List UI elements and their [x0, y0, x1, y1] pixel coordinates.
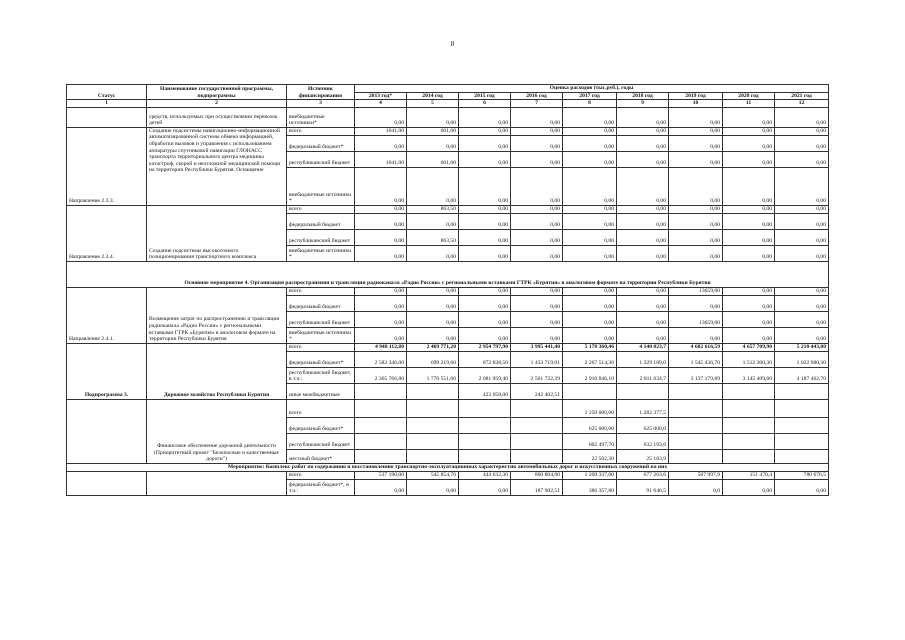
value-cell: 0,00: [355, 107, 407, 127]
status-cell: Подпрограмма 3.: [67, 343, 147, 399]
value-cell: 1041,00: [355, 151, 407, 167]
value-cell: 0,00: [355, 167, 407, 205]
year-header: 2016 год: [511, 92, 563, 100]
header-row-1: [67, 85, 829, 93]
value-cell: 0,00: [617, 135, 669, 151]
value-cell: 0,00: [563, 135, 617, 151]
value-cell: 0,00: [775, 245, 829, 261]
value-cell: 2 365 766,80: [355, 367, 407, 383]
value-cell: 0,00: [511, 229, 563, 245]
value-cell: 0,00: [407, 295, 459, 311]
table-row: [67, 287, 829, 295]
value-cell: 0,00: [355, 287, 407, 295]
value-cell: 0,00: [459, 287, 511, 295]
value-cell: 242 402,51: [511, 383, 563, 399]
value-cell: 423 058,00: [459, 383, 511, 399]
source-cell: федеральный бюджет: [287, 295, 355, 311]
value-cell: [669, 449, 723, 463]
value-cell: 0,00: [669, 229, 723, 245]
value-cell: 0,00: [563, 167, 617, 205]
source-cell: внебюджетные источники *: [287, 327, 355, 343]
source-cell: внебюджетные источники *: [287, 245, 355, 261]
value-cell: [355, 399, 407, 417]
status-header: Статус: [67, 85, 147, 100]
value-cell: 0,00: [563, 287, 617, 295]
value-cell: 0,00: [775, 295, 829, 311]
page-number: 8: [450, 40, 455, 48]
value-cell: 0,00: [459, 327, 511, 343]
value-cell: [511, 449, 563, 463]
value-cell: 386 357,80: [563, 479, 617, 495]
value-cell: 0,00: [511, 245, 563, 261]
value-cell: 0,00: [459, 151, 511, 167]
value-cell: 0,00: [723, 287, 775, 295]
value-cell: 0,00: [563, 229, 617, 245]
value-cell: [775, 433, 829, 449]
value-cell: 0,00: [511, 327, 563, 343]
program-header: Наименование государственной программы, подпрограммы: [147, 85, 287, 100]
value-cell: 567 997,9: [669, 471, 723, 479]
value-cell: 0,00: [563, 213, 617, 229]
value-cell: 863,50: [407, 229, 459, 245]
year-header: 2013 год*: [355, 92, 407, 100]
estimate-header: Оценка расходов (тыс.руб.), годы: [355, 85, 829, 93]
value-cell: 0,00: [723, 327, 775, 343]
value-cell: 0,00: [723, 295, 775, 311]
value-cell: 0,00: [511, 205, 563, 213]
col-number: 6: [459, 100, 511, 108]
value-cell: 0,00: [617, 151, 669, 167]
value-cell: 0,00: [723, 107, 775, 127]
value-cell: 0,00: [355, 135, 407, 151]
value-cell: 2 811 634,7: [617, 367, 669, 383]
value-cell: [669, 417, 723, 433]
source-cell: федеральный бюджет*: [287, 351, 355, 367]
value-cell: 3 145 409,60: [723, 367, 775, 383]
value-cell: 0,00: [775, 479, 829, 495]
value-cell: 0,00: [617, 287, 669, 295]
source-cell: всего: [287, 127, 355, 135]
year-header: 2021 год: [775, 92, 829, 100]
source-cell: всего: [287, 399, 355, 417]
value-cell: 2 582 346,00: [355, 351, 407, 367]
year-header: 2019 год: [669, 92, 723, 100]
value-cell: 0,00: [563, 295, 617, 311]
value-cell: 601,00: [407, 127, 459, 135]
value-cell: [775, 449, 829, 463]
value-cell: 0,00: [355, 295, 407, 311]
value-cell: 0,00: [617, 107, 669, 127]
source-cell: всего: [287, 471, 355, 479]
value-cell: [511, 417, 563, 433]
value-cell: 0,00: [617, 167, 669, 205]
status-cell: [67, 399, 147, 463]
value-cell: 0,00: [563, 327, 617, 343]
value-cell: 0,00: [617, 295, 669, 311]
value-cell: [563, 383, 617, 399]
value-cell: 625 000,00: [563, 417, 617, 433]
value-cell: 0,00: [407, 167, 459, 205]
value-cell: 0,00: [723, 167, 775, 205]
source-cell: иные межбюджетные: [287, 383, 355, 399]
value-cell: [459, 417, 511, 433]
source-cell: республиканский бюджет: [287, 151, 355, 167]
value-cell: 0,00: [723, 135, 775, 151]
value-cell: 4 657 709,90: [723, 343, 775, 351]
value-cell: 0,00: [459, 479, 511, 495]
source-cell: федеральный бюджет*: [287, 135, 355, 151]
value-cell: 0,00: [669, 327, 723, 343]
value-cell: 0,00: [459, 213, 511, 229]
value-cell: 0,00: [407, 213, 459, 229]
value-cell: 872 838,50: [459, 351, 511, 367]
value-cell: 0,00: [669, 167, 723, 205]
value-cell: 0,00: [511, 287, 563, 295]
value-cell: 0,00: [775, 205, 829, 213]
value-cell: 4 682 616,59: [669, 343, 723, 351]
value-cell: 0,00: [617, 229, 669, 245]
value-cell: 0,00: [617, 245, 669, 261]
value-cell: 4 187 462,70: [775, 367, 829, 383]
value-cell: 0,00: [355, 311, 407, 327]
event-row: [67, 463, 829, 471]
source-cell: республиканский бюджет: [287, 311, 355, 327]
program-cell: средств, используемых при осуществлении перевозок детей: [147, 107, 287, 127]
value-cell: 0,00: [511, 167, 563, 205]
value-cell: 0,00: [459, 127, 511, 135]
value-cell: 0,00: [617, 205, 669, 213]
value-cell: [669, 433, 723, 449]
status-cell: Направление 2.4.1.: [67, 287, 147, 343]
status-cell: [67, 107, 147, 127]
value-cell: 0,00: [617, 213, 669, 229]
value-cell: 0,00: [723, 127, 775, 135]
value-cell: 0,00: [669, 127, 723, 135]
value-cell: [775, 383, 829, 399]
column-number-row: [67, 100, 829, 108]
value-cell: 4 948 112,80: [355, 343, 407, 351]
event-title: Мероприятие: Комплекс работ по содержанию и восстановлению транспортно-эксплуатационных характеристик автомобильных дорог и искусственных сооружений на них: [67, 463, 829, 471]
value-cell: 5 210 443,80: [775, 343, 829, 351]
value-cell: 25 183,9: [617, 449, 669, 463]
value-cell: 0,00: [355, 205, 407, 213]
value-cell: 0,00: [459, 295, 511, 311]
value-cell: [723, 417, 775, 433]
value-cell: 2 910 846,10: [563, 367, 617, 383]
value-cell: 0,00: [407, 135, 459, 151]
value-cell: 0,00: [775, 287, 829, 295]
value-cell: 22 502,30: [563, 449, 617, 463]
program-cell: Дорожное хозяйство Республики Бурятия: [147, 343, 287, 399]
value-cell: 0,00: [407, 107, 459, 127]
year-header: 2020 год: [723, 92, 775, 100]
value-cell: 5 178 360,46: [563, 343, 617, 351]
value-cell: 1 545 436,70: [669, 351, 723, 367]
source-cell: республиканский бюджет, в т.ч.:: [287, 367, 355, 383]
value-cell: 0,00: [775, 213, 829, 229]
value-cell: 0,00: [459, 229, 511, 245]
value-cell: 677 263,6: [617, 471, 669, 479]
value-cell: 0,00: [723, 311, 775, 327]
program-cell: Создание подсистемы высокоточного позиционирования транспортного комплекса: [147, 205, 287, 261]
value-cell: 0,00: [669, 213, 723, 229]
value-cell: 0,00: [459, 167, 511, 205]
value-cell: 0,00: [459, 205, 511, 213]
value-cell: 1 022 980,30: [775, 351, 829, 367]
value-cell: [617, 383, 669, 399]
value-cell: 0,00: [459, 245, 511, 261]
value-cell: 1041,00: [355, 127, 407, 135]
value-cell: 0,00: [355, 213, 407, 229]
value-cell: 1 433 719,01: [511, 351, 563, 367]
year-header: 2018 год: [617, 92, 669, 100]
col-number: 2: [147, 100, 287, 108]
value-cell: 860 804,90: [511, 471, 563, 479]
value-cell: [355, 383, 407, 399]
value-cell: 537 190,00: [355, 471, 407, 479]
year-header: 2017 год: [563, 92, 617, 100]
value-cell: [407, 383, 459, 399]
program-cell: [147, 471, 287, 495]
value-cell: [459, 449, 511, 463]
value-cell: 0,00: [563, 311, 617, 327]
value-cell: 0,00: [669, 151, 723, 167]
value-cell: 0,00: [669, 245, 723, 261]
value-cell: 0,00: [459, 107, 511, 127]
value-cell: [775, 399, 829, 417]
col-number: 10: [669, 100, 723, 108]
value-cell: 1 250 000,00: [563, 399, 617, 417]
value-cell: [775, 417, 829, 433]
year-header: 2015 год: [459, 92, 511, 100]
value-cell: 0,00: [563, 205, 617, 213]
value-cell: 632 193,6: [617, 433, 669, 449]
value-cell: 0,00: [775, 127, 829, 135]
value-cell: [355, 433, 407, 449]
status-cell: Направление 2.3.4.: [67, 205, 147, 261]
table-row: [67, 127, 829, 135]
value-cell: 0,00: [723, 213, 775, 229]
col-number: 11: [723, 100, 775, 108]
value-cell: 0,00: [775, 167, 829, 205]
col-number: 12: [775, 100, 829, 108]
value-cell: 187 902,51: [511, 479, 563, 495]
value-cell: [511, 399, 563, 417]
table-row: [67, 471, 829, 479]
source-header: Источник финансирования: [287, 85, 355, 100]
value-cell: 1 512 300,30: [723, 351, 775, 367]
value-cell: 1 770 551,60: [407, 367, 459, 383]
value-cell: [723, 399, 775, 417]
value-cell: 0,00: [511, 127, 563, 135]
value-cell: 0,00: [563, 245, 617, 261]
value-cell: 780 676,5: [775, 471, 829, 479]
value-cell: 2 561 722,39: [511, 367, 563, 383]
value-cell: 0,00: [669, 135, 723, 151]
source-cell: внебюджетные источники*: [287, 107, 355, 127]
value-cell: 0,00: [563, 127, 617, 135]
value-cell: 0,00: [723, 229, 775, 245]
value-cell: 602 497,70: [563, 433, 617, 449]
value-cell: 0,00: [723, 151, 775, 167]
col-number: 5: [407, 100, 459, 108]
table-row: [67, 205, 829, 213]
source-cell: федеральный бюджет: [287, 213, 355, 229]
col-number: 3: [287, 100, 355, 108]
source-cell: внебюджетные источники *: [287, 167, 355, 205]
value-cell: 0,0: [669, 479, 723, 495]
source-cell: федеральный бюджет*, в т.ч.:: [287, 479, 355, 495]
col-number: 4: [355, 100, 407, 108]
value-cell: 0,00: [617, 327, 669, 343]
value-cell: 0,00: [407, 479, 459, 495]
value-cell: [723, 433, 775, 449]
value-cell: 0,00: [617, 311, 669, 327]
value-cell: 1 282 377,5: [617, 399, 669, 417]
value-cell: [407, 433, 459, 449]
expenditure-table: [66, 84, 829, 496]
value-cell: 0,00: [355, 245, 407, 261]
value-cell: 13659,00: [669, 311, 723, 327]
source-cell: всего: [287, 343, 355, 351]
value-cell: 0,00: [669, 295, 723, 311]
value-cell: 0,00: [775, 229, 829, 245]
value-cell: 0,00: [511, 311, 563, 327]
value-cell: 444 632,30: [459, 471, 511, 479]
value-cell: 601,00: [407, 151, 459, 167]
value-cell: 1 209 337,00: [563, 471, 617, 479]
value-cell: 0,00: [511, 107, 563, 127]
value-cell: [669, 383, 723, 399]
value-cell: [459, 433, 511, 449]
value-cell: 545 854,76: [407, 471, 459, 479]
program-cell: Финансовое обеспечение дорожной деятельности (Приоритетный проект "Безопасные и качественные дороги"): [147, 399, 287, 463]
value-cell: 0,00: [459, 135, 511, 151]
value-cell: 0,00: [563, 107, 617, 127]
value-cell: 0,00: [355, 229, 407, 245]
col-number: 9: [617, 100, 669, 108]
value-cell: 0,00: [723, 245, 775, 261]
value-cell: 2 954 797,90: [459, 343, 511, 351]
value-cell: 2 469 771,20: [407, 343, 459, 351]
value-cell: [407, 449, 459, 463]
value-cell: [407, 399, 459, 417]
main-event-row: [67, 261, 829, 287]
table-row: [67, 107, 829, 127]
main-event-title: Основное мероприятие 4. Организация распространения и трансляции радиоканала «Радио России» с региональными вставками ГТРК «Бурятия» в аналоговом формате на территории Республики Бурятия: [67, 261, 829, 287]
value-cell: 0,00: [775, 151, 829, 167]
value-cell: 863,50: [407, 205, 459, 213]
value-cell: [723, 383, 775, 399]
value-cell: 0,00: [617, 127, 669, 135]
value-cell: 0,00: [355, 327, 407, 343]
value-cell: 4 140 823,7: [617, 343, 669, 351]
value-cell: 13659,00: [669, 287, 723, 295]
value-cell: 0,00: [669, 205, 723, 213]
col-number: 8: [563, 100, 617, 108]
source-cell: местный бюджет*: [287, 449, 355, 463]
source-cell: всего: [287, 205, 355, 213]
program-cell: Возмещение затрат по распространению и трансляции радиоканала «Радио России» с региональными вставками ГТРК «Бурятия» в аналоговом формате на территории Республики Бурятия: [147, 287, 287, 343]
value-cell: 0,00: [775, 311, 829, 327]
value-cell: 151 470,4: [723, 471, 775, 479]
program-cell: Создание подсистемы навигационно-информационной автоматизированной системы обмена информацией, обработки вызовов и управления с использованием аппаратуры спутниковой навигации ГЛОНАСС транспорта территориального центра медицины катастроф, скорой и неотложной медицинской помощи на территории Республики Бурятия. Оснащение: [147, 127, 287, 205]
value-cell: 0,00: [775, 107, 829, 127]
value-cell: [407, 417, 459, 433]
value-cell: 0,00: [669, 107, 723, 127]
value-cell: 0,00: [775, 327, 829, 343]
source-cell: республиканский бюджет: [287, 433, 355, 449]
year-header: 2014 год: [407, 92, 459, 100]
value-cell: 0,00: [563, 151, 617, 167]
value-cell: 0,00: [723, 479, 775, 495]
table-row: [67, 343, 829, 351]
table-row: [67, 399, 829, 417]
value-cell: [669, 399, 723, 417]
value-cell: 0,00: [407, 327, 459, 343]
value-cell: 0,00: [511, 151, 563, 167]
value-cell: 2 081 959,40: [459, 367, 511, 383]
value-cell: 0,00: [511, 295, 563, 311]
value-cell: 0,00: [511, 135, 563, 151]
value-cell: [511, 433, 563, 449]
value-cell: 0,00: [459, 311, 511, 327]
value-cell: [355, 449, 407, 463]
status-cell: [67, 471, 147, 495]
col-number: 1: [67, 100, 147, 108]
value-cell: 0,00: [407, 311, 459, 327]
status-cell: Направление 2.3.3.: [67, 127, 147, 205]
value-cell: 0,00: [407, 287, 459, 295]
value-cell: 3 995 441,40: [511, 343, 563, 351]
source-cell: федеральный бюджет*: [287, 417, 355, 433]
source-cell: всего: [287, 287, 355, 295]
value-cell: 91 646,5: [617, 479, 669, 495]
value-cell: [723, 449, 775, 463]
value-cell: 1 329 189,0: [617, 351, 669, 367]
value-cell: 0,00: [511, 213, 563, 229]
source-cell: республиканский бюджет: [287, 229, 355, 245]
value-cell: 625 000,0: [617, 417, 669, 433]
value-cell: 0,00: [775, 135, 829, 151]
value-cell: 0,00: [723, 205, 775, 213]
value-cell: 2 267 514,36: [563, 351, 617, 367]
value-cell: [459, 399, 511, 417]
value-cell: [355, 417, 407, 433]
value-cell: 0,00: [355, 479, 407, 495]
value-cell: 0,00: [407, 245, 459, 261]
col-number: 7: [511, 100, 563, 108]
value-cell: 3 137 179,89: [669, 367, 723, 383]
value-cell: 699 219,60: [407, 351, 459, 367]
